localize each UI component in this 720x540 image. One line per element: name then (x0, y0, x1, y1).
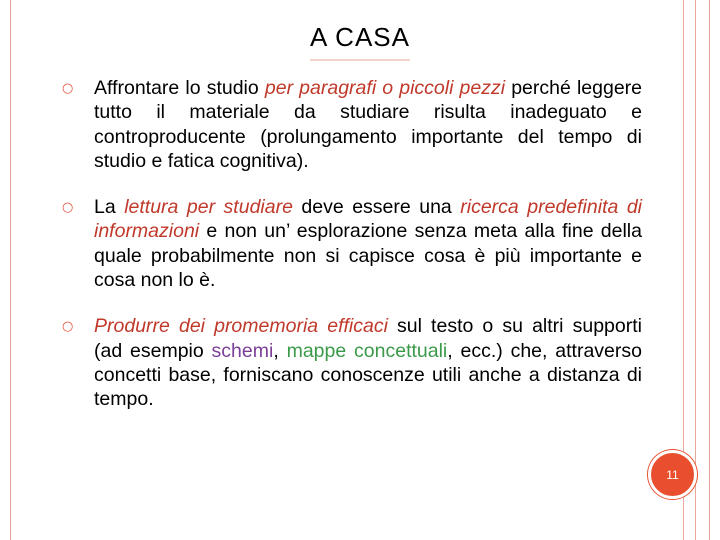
bullet-2-seg-1: La (94, 196, 125, 219)
circle-bullet-icon: ○ (62, 81, 74, 96)
bullet-list (62, 76, 642, 434)
bullet-3-seg-6: , ecc.) che, attraverso concetti base, forniscano conoscenze utili anche a distanza di tempo. (94, 339, 642, 411)
title-container (0, 22, 720, 61)
bullet-3-mappe: mappe concettuali (286, 339, 448, 362)
bullet-1-seg-3: perché leggere tutto il materiale da studiare risulta inadeguato e controproducente (prolungamento importante del tempo di studio e fatica cognitiva). (94, 77, 643, 172)
bullet-item-2 (62, 195, 642, 292)
bullet-2-emphasis-2: ricerca predefinita di informazioni (94, 196, 643, 243)
circle-bullet-icon: ○ (62, 319, 74, 335)
bullet-2-seg-5: e non un’ esplorazione senza meta alla fine della quale probabilmente non si capisce cosa è più importante e cosa non lo è. (94, 220, 642, 292)
bullet-3-emphasis: Produrre dei promemoria efficaci (94, 315, 388, 338)
left-border-line (10, 0, 11, 540)
bullet-3-schemi: schemi (211, 339, 274, 362)
bullet-2-emphasis-1: lettura per studiare (124, 196, 293, 219)
circle-bullet-icon: ○ (62, 200, 74, 216)
bullet-1-seg-1: Affrontare lo studio (94, 77, 265, 99)
page-number-badge: 11 (648, 450, 697, 499)
bullet-item-3 (62, 314, 642, 411)
bullet-3-seg-4: , (273, 339, 287, 362)
bullet-item-1 (62, 76, 642, 173)
slide-title: A CASA (310, 22, 410, 61)
bullet-3-seg-2: sul testo o su altri supporti (ad esempio (94, 315, 642, 362)
bullet-1-emphasis: per paragrafi o piccoli pezzi (264, 77, 506, 99)
bullet-2-seg-3: deve essere una (292, 196, 461, 219)
